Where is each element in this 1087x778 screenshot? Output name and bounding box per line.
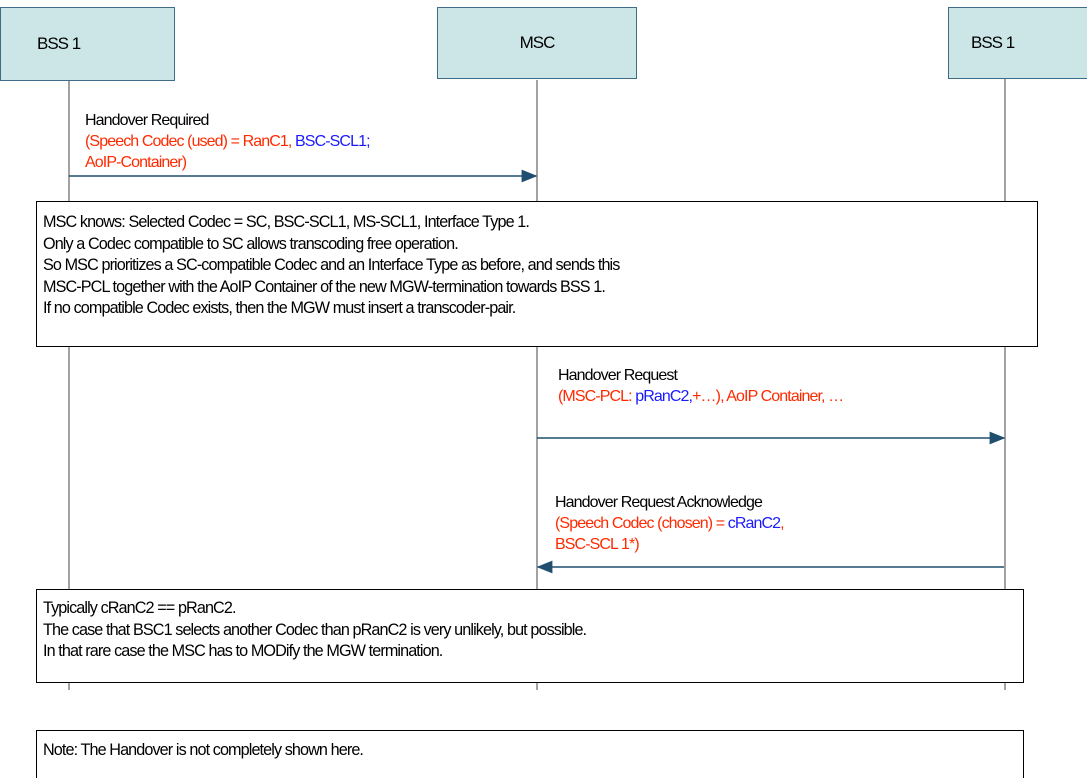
message-params: (Speech Codec (chosen) = bbox=[555, 515, 728, 532]
message-params: (MSC-PCL: bbox=[558, 388, 636, 405]
message-params-highlight: pRanC2, bbox=[635, 388, 693, 405]
entity-label: BSS 1 bbox=[37, 34, 81, 53]
message-params: , bbox=[780, 515, 784, 532]
note-line: Note: The Handover is not completely shown here. bbox=[43, 741, 364, 759]
message-params: AoIP-Container) bbox=[85, 154, 187, 171]
note-line: Typically cRanC2 == pRanC2. bbox=[43, 599, 236, 617]
message-params: (Speech Codec (used) = RanC1, bbox=[85, 133, 296, 150]
note-line: The case that BSC1 selects another Codec than pRanC2 is very unlikely, but possible. bbox=[43, 620, 587, 639]
message-handover-required bbox=[85, 110, 370, 173]
note-line: If no compatible Codec exists, then the MGW must insert a transcoder-pair. bbox=[43, 299, 516, 317]
note-typically bbox=[36, 589, 1024, 683]
note-msc-knows bbox=[36, 201, 1038, 347]
entity-label: BSS 1 bbox=[971, 33, 1015, 52]
message-params: BSC-SCL 1*) bbox=[555, 536, 639, 553]
message-params: +…), AoIP Container, … bbox=[692, 388, 844, 405]
entity-label: MSC bbox=[519, 33, 555, 52]
note-line: So MSC prioritizes a SC-compatible Codec and an Interface Type as before, and sends this bbox=[43, 256, 620, 274]
message-title: Handover Request Acknowledge bbox=[555, 494, 762, 511]
note-line: MSC-PCL together with the AoIP Container of the new MGW-termination towards BSS 1. bbox=[43, 277, 606, 296]
message-title: Handover Required bbox=[85, 112, 209, 129]
message-handover-request bbox=[558, 365, 843, 407]
note-line: MSC knows: Selected Codec = SC, BSC-SCL1, MS-SCL1, Interface Type 1. bbox=[43, 213, 529, 231]
note-line: In that rare case the MSC has to MODify the MGW termination. bbox=[43, 642, 443, 660]
message-params-highlight: BSC-SCL1; bbox=[295, 133, 370, 150]
entity-msc bbox=[437, 7, 637, 79]
message-handover-request-ack bbox=[555, 492, 784, 555]
note-line: Only a Codec compatible to SC allows transcoding free operation. bbox=[43, 234, 458, 253]
message-title: Handover Request bbox=[558, 367, 678, 384]
entity-bss1-left bbox=[0, 7, 175, 81]
entity-bss1-right bbox=[948, 7, 1087, 79]
note-incomplete bbox=[36, 730, 1024, 778]
message-params-highlight: cRanC2 bbox=[727, 515, 781, 532]
